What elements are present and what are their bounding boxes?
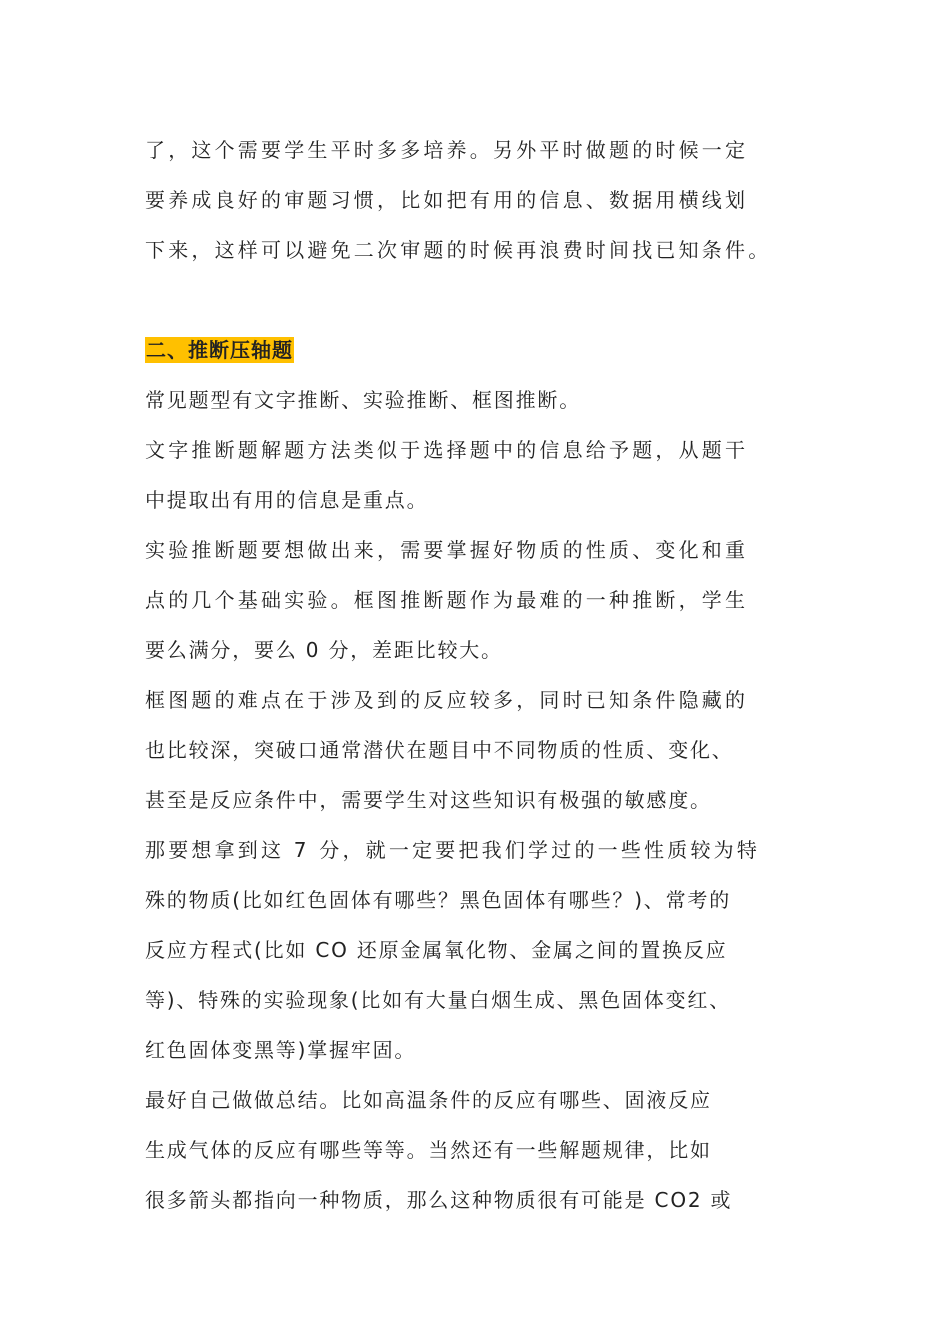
paragraph-line: 常见题型有文字推断、实验推断、框图推断。 (145, 388, 581, 412)
section-heading-highlight: 二、推断压轴题 (146, 338, 293, 362)
paragraph-line: 文字推断题解题方法类似于选择题中的信息给予题，从题干 (145, 438, 749, 462)
paragraph-line: 很多箭头都指向一种物质，那么这种物质很有可能是 CO2 或 (145, 1188, 733, 1212)
paragraph-line: 下来，这样可以避免二次审题的时候再浪费时间找已知条件。 (145, 238, 772, 262)
paragraph-line: 甚至是反应条件中，需要学生对这些知识有极强的敏感度。 (145, 788, 712, 812)
paragraph-gap (145, 275, 825, 325)
paragraph-line: 红色固体变黑等)掌握牢固。 (145, 1038, 417, 1062)
paragraph-line: 反应方程式(比如 CO 还原金属氧化物、金属之间的置换反应 (145, 938, 728, 962)
section-heading (145, 325, 825, 375)
paragraph-line: 要么满分，要么 0 分，差距比较大。 (145, 638, 503, 662)
paragraph-line: 框图题的难点在于涉及到的反应较多，同时已知条件隐藏的 (145, 688, 749, 712)
paragraph-line: 殊的物质(比如红色固体有哪些？黑色固体有哪些？)、常考的 (145, 888, 732, 912)
paragraph-line: 实验推断题要想做出来，需要掌握好物质的性质、变化和重 (145, 538, 749, 562)
paragraph-line: 最好自己做做总结。比如高温条件的反应有哪些、固液反应 (145, 1088, 712, 1112)
paragraph-line: 那要想拿到这 7 分，就一定要把我们学过的一些性质较为特 (145, 838, 761, 862)
paragraph-line: 了，这个需要学生平时多多培养。另外平时做题的时候一定 (145, 138, 749, 162)
paragraph-line: 中提取出有用的信息是重点。 (145, 488, 429, 512)
text-column (145, 125, 825, 1225)
paragraph-line: 生成气体的反应有哪些等等。当然还有一些解题规律，比如 (145, 1138, 712, 1162)
paragraph-line: 要养成良好的审题习惯，比如把有用的信息、数据用横线划 (145, 188, 749, 212)
paragraph-line: 点的几个基础实验。框图推断题作为最难的一种推断，学生 (145, 588, 749, 612)
paragraph-line: 等)、特殊的实验现象(比如有大量白烟生成、黑色固体变红、 (145, 988, 732, 1012)
paragraph-line: 也比较深，突破口通常潜伏在题目中不同物质的性质、变化、 (145, 738, 734, 762)
